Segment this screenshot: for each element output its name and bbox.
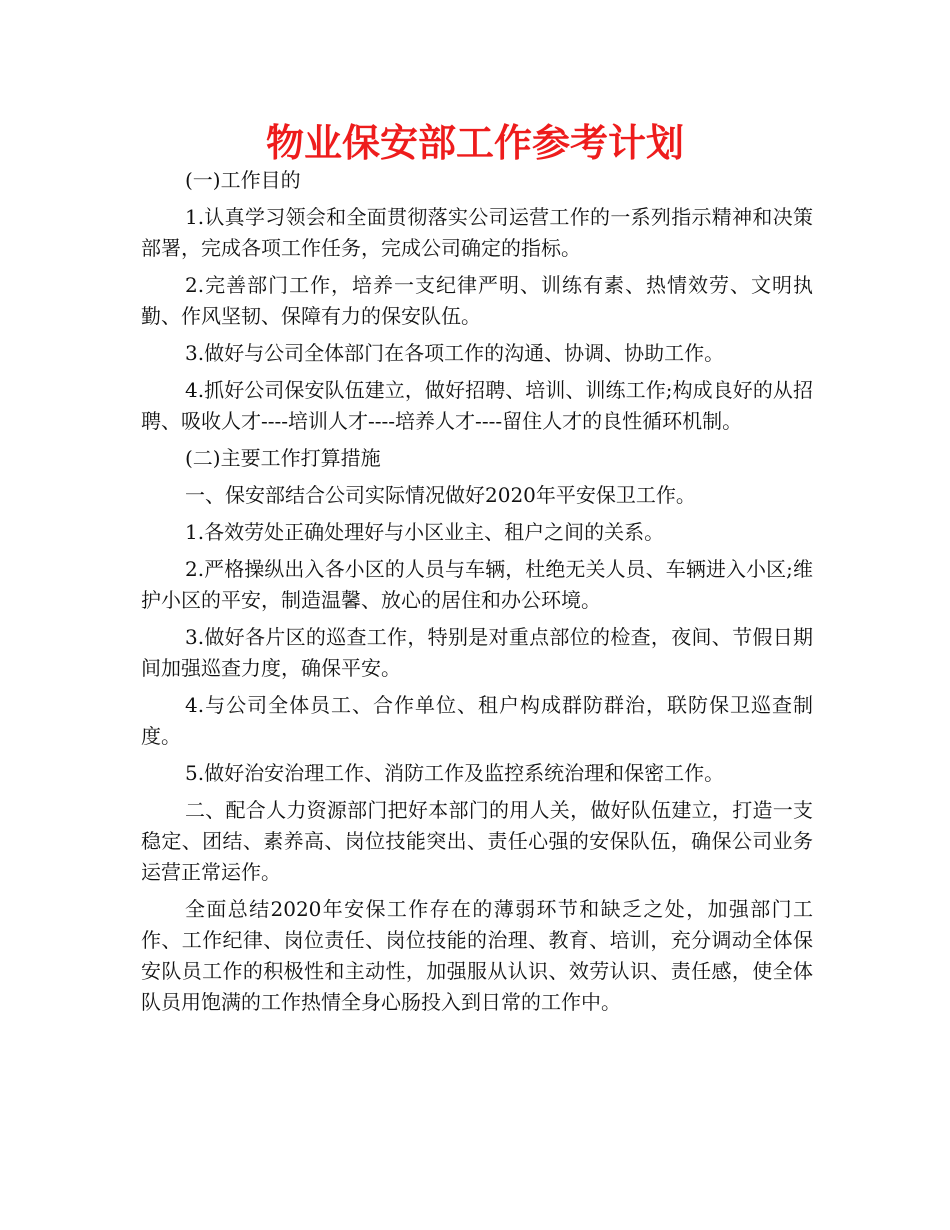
paragraph: 全面总结2020年安保工作存在的薄弱环节和缺乏之处，加强部门工作、工作纪律、岗位责任、岗位技能的治理、教育、培训，充分调动全体保安队员工作的积极性和主动性，加强服从认识、效劳认识、责任感，使全体队员用饱满的工作热情全身心肠投入到日常的工作中。 (141, 897, 813, 1014)
paragraph: 4.抓好公司保安队伍建立，做好招聘、培训、训练工作;构成良好的从招聘、吸收人才----培训人才----培养人才----留住人才的良性循环机制。 (141, 378, 813, 433)
paragraph: 1.认真学习领会和全面贯彻落实公司运营工作的一系列指示精神和决策部署，完成各项工作任务，完成公司确定的指标。 (141, 205, 813, 260)
section-heading: (二)主要工作打算措施 (185, 446, 381, 470)
paragraph: 5.做好治安治理工作、消防工作及监控系统治理和保密工作。 (185, 761, 725, 785)
paragraph: 2.严格操纵出入各小区的人员与车辆，杜绝无关人员、车辆进入小区;维护小区的平安，制造温馨、放心的居住和办公环境。 (141, 557, 813, 612)
paragraph: 二、配合人力资源部门把好本部门的用人关，做好队伍建立，打造一支稳定、团结、素养高、岗位技能突出、责任心强的安保队伍，确保公司业务运营正常运作。 (141, 798, 813, 884)
paragraph: 4.与公司全体员工、合作单位、租户构成群防群治，联防保卫巡查制度。 (141, 693, 813, 748)
paragraph: 2.完善部门工作，培养一支纪律严明、训练有素、热情效劳、文明执勤、作风坚韧、保障有力的保安队伍。 (141, 273, 813, 328)
paragraph: 3.做好各片区的巡查工作，特别是对重点部位的检查，夜间、节假日期间加强巡查力度，确保平安。 (141, 625, 813, 680)
document-body (141, 165, 813, 1024)
section-heading: (一)工作目的 (185, 168, 301, 192)
paragraph: 3.做好与公司全体部门在各项工作的沟通、协调、协助工作。 (185, 341, 725, 365)
paragraph: 一、保安部结合公司实际情况做好2020年平安保卫工作。 (185, 483, 696, 507)
paragraph: 1.各效劳处正确处理好与小区业主、租户之间的关系。 (185, 520, 665, 544)
document-title: 物业保安部工作参考计划 (265, 121, 684, 165)
